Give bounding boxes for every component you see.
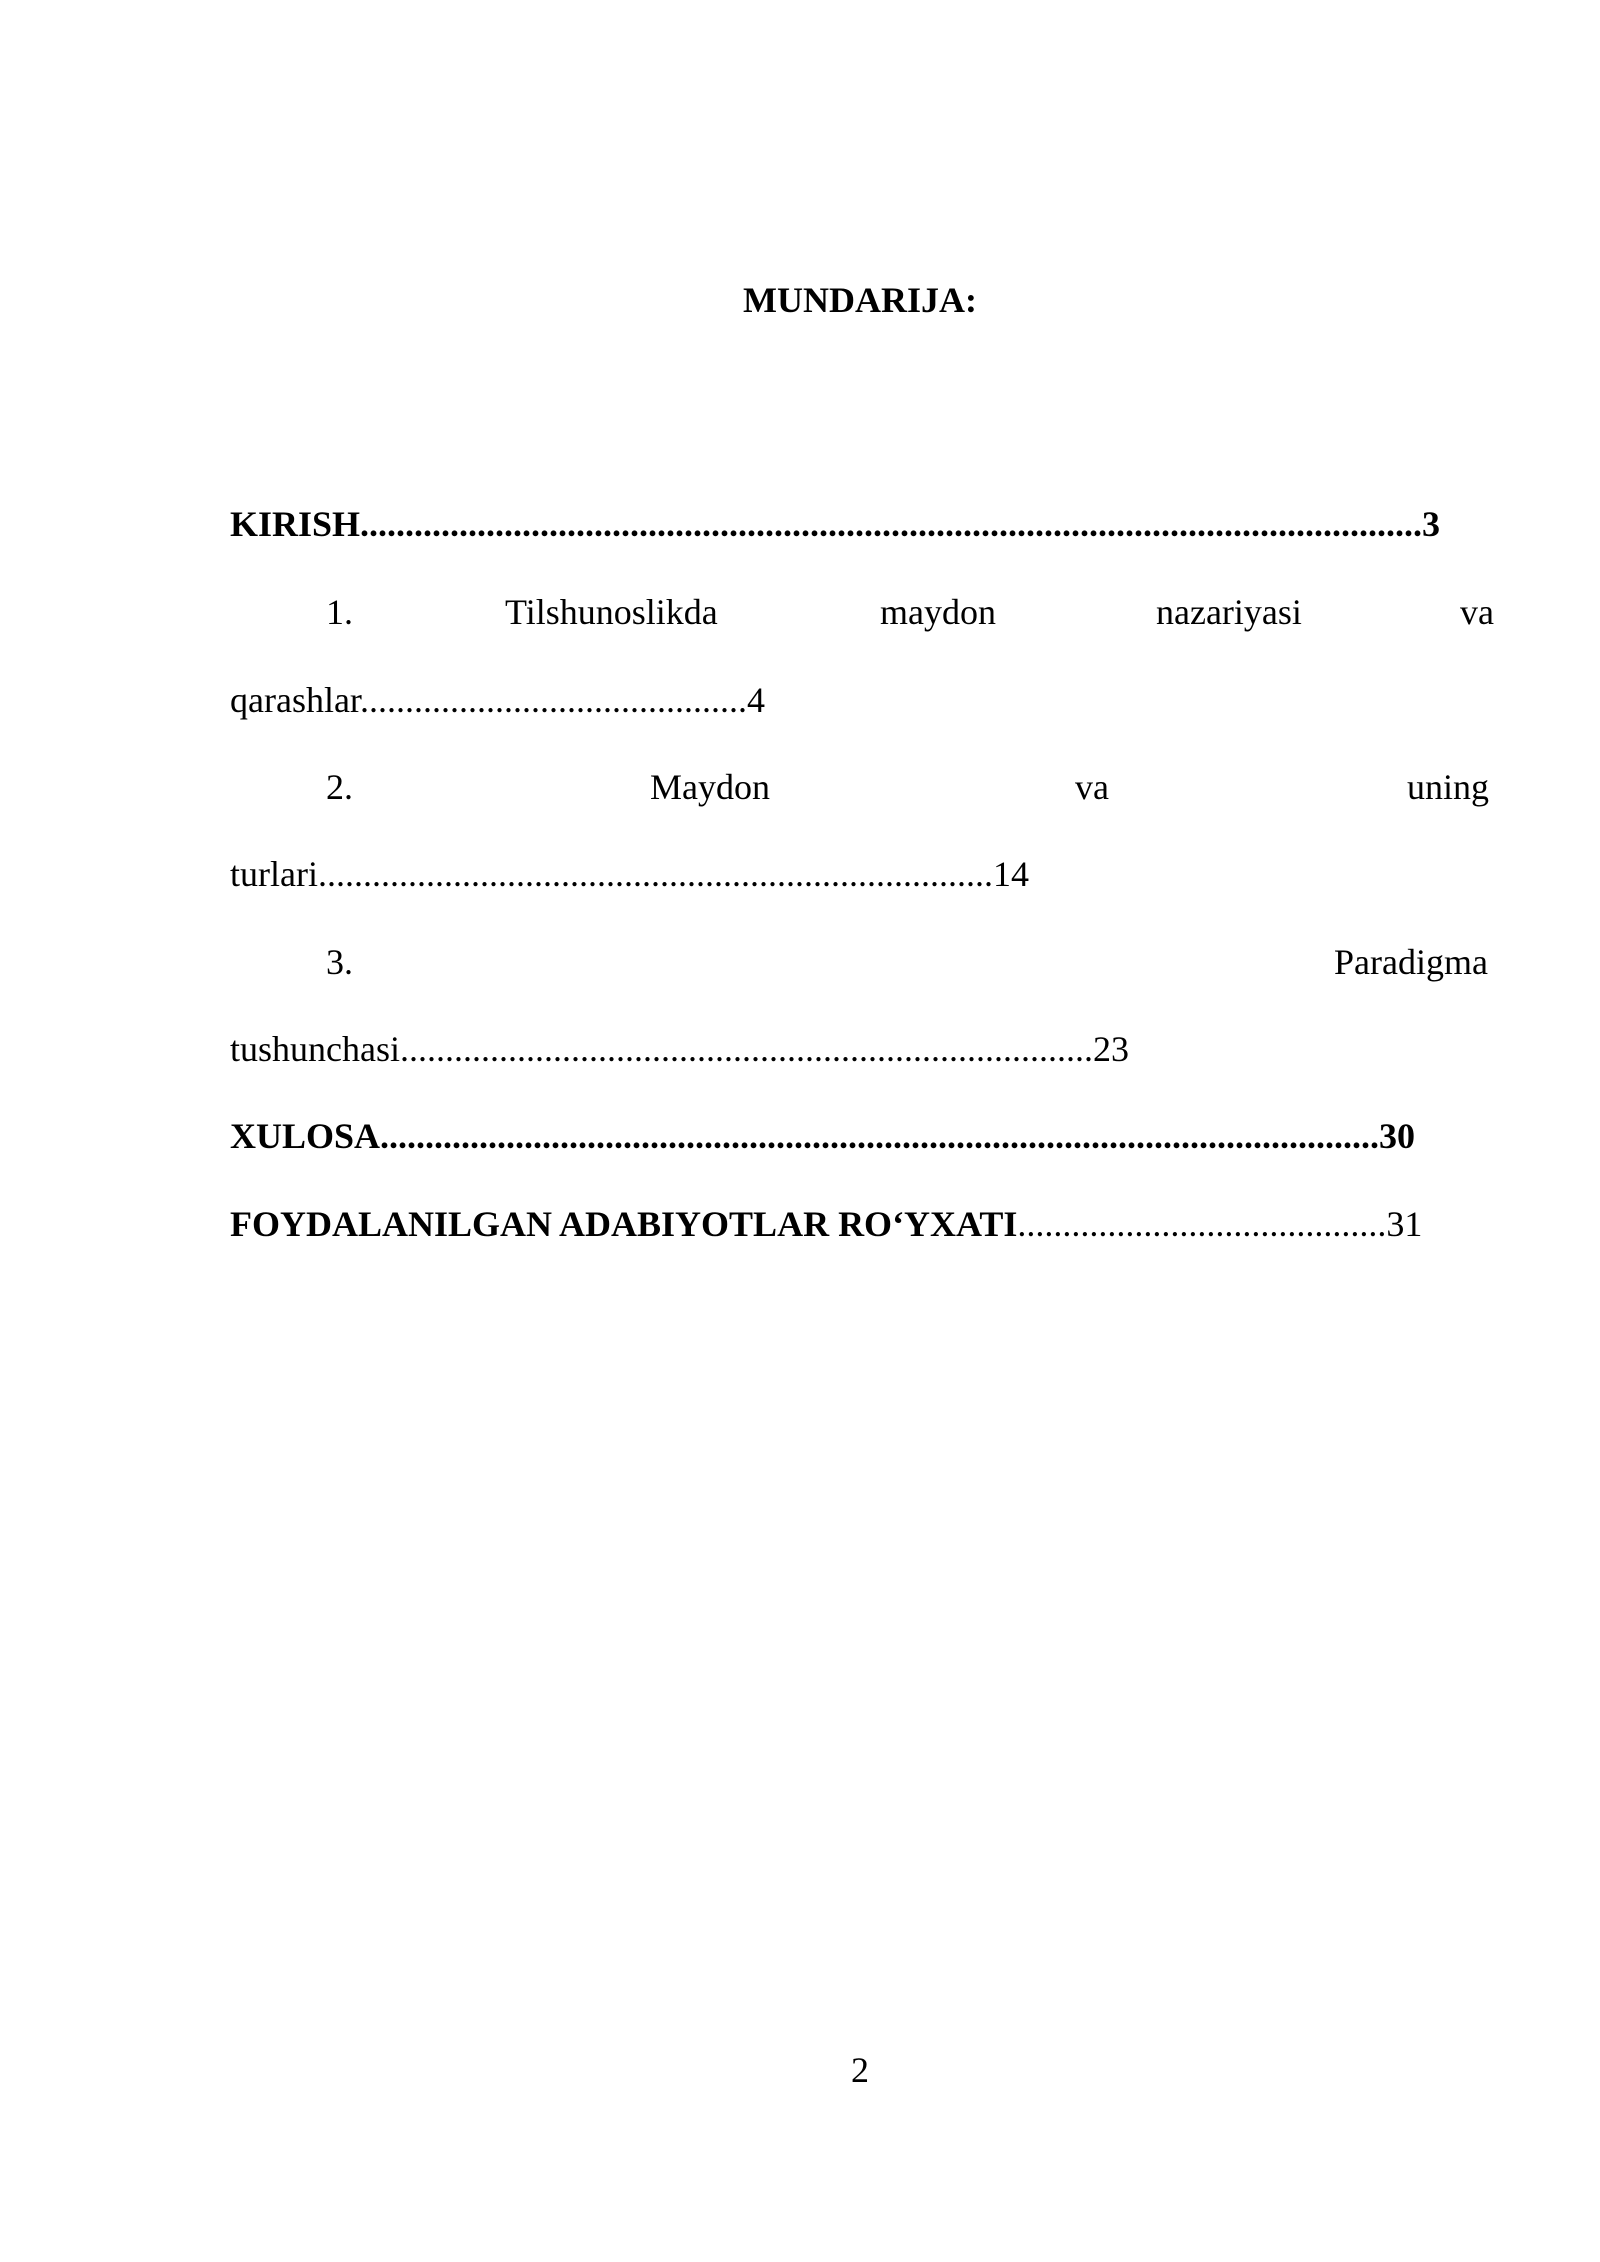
toc-entry-3-continuation: tushunchasi.............................................................................23: [230, 1029, 1129, 1069]
toc-entry-xulosa: XULOSA...............................................................................................................30: [230, 1116, 1416, 1156]
toc-entry-foydalanilgan: [230, 1202, 1494, 1246]
toc-entry-2-word: uning: [1407, 767, 1490, 807]
toc-entry-2-word: Maydon: [650, 767, 770, 807]
toc-entry-kirish: KIRISH......................................................................................................................3: [230, 504, 1441, 544]
toc-entry-2-continuation: turlari...........................................................................14: [230, 854, 1029, 894]
toc-entry-1-word: nazariyasi: [1156, 592, 1302, 632]
toc-entry-2-number: 2.: [326, 767, 353, 807]
page-number: 2: [851, 2050, 869, 2090]
toc-entry-foydalanilgan-label: FOYDALANILGAN ADABIYOTLAR RO‘YXATI: [230, 1204, 1018, 1244]
toc-entry-3-number: 3.: [326, 942, 353, 982]
toc-entry-foydalanilgan-dots: .........................................31: [1017, 1204, 1423, 1244]
toc-entry-1-word: va: [1460, 592, 1494, 632]
toc-entry-1-continuation: qarashlar...........................................4: [230, 680, 765, 720]
toc-entry-2-word: va: [1075, 767, 1109, 807]
page-title: MUNDARIJA:: [743, 280, 977, 320]
toc-entry-1-number: 1.: [326, 592, 353, 632]
toc-entry-1-word: Tilshunoslikda: [505, 592, 718, 632]
toc-entry-3-word: Paradigma: [1334, 942, 1488, 982]
toc-entry-1-word: maydon: [880, 592, 996, 632]
